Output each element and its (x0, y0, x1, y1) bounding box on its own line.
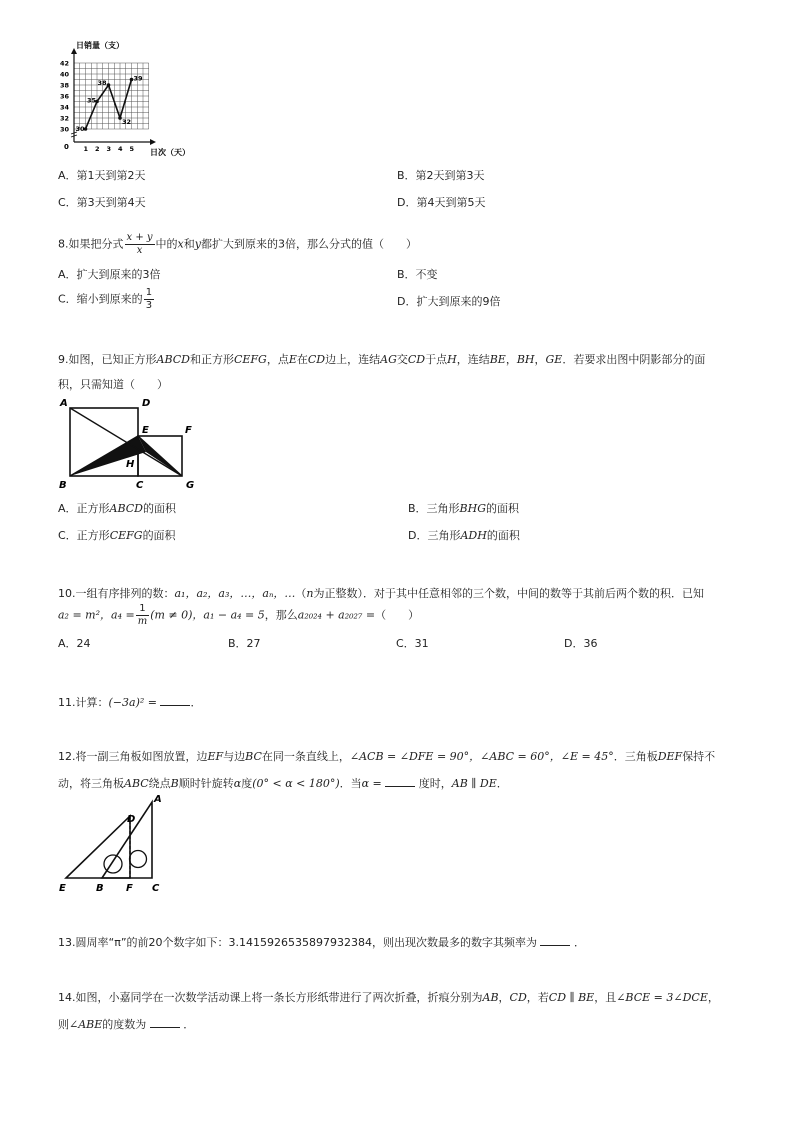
label-g: G (186, 480, 195, 491)
q8-option-d[interactable]: D．扩大到原来的9倍 (397, 295, 501, 308)
q10-text: （ ） (375, 608, 420, 622)
y-axis-label: 日销量（支） (76, 41, 124, 50)
q8-text: 中的 (155, 237, 178, 251)
q12-parallel: AB ∥ DE (451, 777, 497, 790)
label-h: H (126, 459, 135, 470)
label-a: A (60, 398, 68, 409)
q10-sequence: a₁，a₂，a₃，…，aₙ，… (174, 587, 296, 600)
q9-math: H (447, 353, 457, 366)
label-d: D (127, 814, 136, 825)
q10-expression: a₂₀₂₄ + a₂₀₂₇ = (297, 608, 376, 622)
q13-text: 13.圆周率“π”的前20个数字如下：3.1415926535897932384，则出现次数最多的数字其频率为 (58, 936, 537, 949)
q10-text: 为正整数）．对于其中任意相邻的三个数，中间的数等于其前后两个数的积．已知 (313, 587, 705, 600)
q9-math: E (288, 353, 297, 366)
q8-frac-num: x + y (126, 232, 153, 243)
q12-text: ． (496, 777, 508, 790)
q8-option-c[interactable] (58, 287, 155, 312)
q9-d-text: D．三角形 (408, 529, 461, 542)
q10-condition: a₂ = m²，a₄ = (58, 608, 135, 622)
data-point (107, 83, 111, 87)
q9-option-b[interactable] (408, 500, 519, 516)
q9-c-math: CEFG (109, 529, 143, 542)
q12-math: α (233, 777, 242, 790)
q9-text: 交 (396, 353, 408, 366)
q14-math: ∠ABE (69, 1018, 103, 1031)
q9-math: BH (516, 353, 535, 366)
q10-option-d[interactable]: D．36 (564, 637, 598, 650)
q10-option-a[interactable]: A．24 (58, 637, 91, 650)
q12-text: 与边 (223, 750, 246, 763)
data-label: 30 (75, 125, 85, 133)
q9-sep: ， (505, 353, 517, 366)
q11-text: 11.计算： (58, 696, 109, 709)
q8-c-den: 3 (145, 300, 153, 311)
q9-option-d[interactable] (408, 527, 520, 543)
q9-math: BE (489, 353, 506, 366)
q10-stem-line1 (58, 585, 704, 601)
label-c: C (152, 883, 160, 894)
q11-stem (58, 694, 201, 710)
q8-var-x: x (177, 237, 184, 251)
y-tick-label: 34 (60, 103, 70, 112)
q10-frac-den: m (137, 616, 148, 627)
q10-stem-line2 (58, 603, 419, 628)
q10-option-c[interactable]: C．31 (396, 637, 429, 650)
q12-text: 顺时针旋转 (178, 777, 234, 790)
q8-option-a[interactable]: A．扩大到原来的3倍 (58, 268, 161, 281)
chart-axes (60, 48, 156, 153)
q10-frac-num: 1 (136, 603, 149, 616)
y-tick-label: 42 (60, 59, 70, 68)
q8-var-y: y (194, 237, 201, 251)
q10-condition: (m ≠ 0)，a₁ − a₄ = 5 (150, 608, 265, 622)
q9-text: ，点 (266, 353, 289, 366)
y-tick-label: 38 (60, 81, 70, 90)
q12-stem-line2 (58, 775, 508, 791)
sales-line-chart (52, 36, 212, 158)
label-e: E (59, 883, 66, 894)
x-tick-label: 3 (106, 145, 112, 153)
q8-c-num: 1 (145, 287, 153, 298)
q9-stem-line1 (58, 351, 705, 367)
q10-text: ，那么 (264, 608, 298, 622)
q14-text: 则 (58, 1018, 69, 1031)
q11-expression: (−3a)² = (108, 696, 157, 709)
q9-d-text: 的面积 (486, 529, 520, 542)
q12-text: ．当 (339, 777, 362, 790)
data-label: 38 (97, 79, 107, 87)
q10-fraction (136, 603, 149, 628)
q14-text: ，且 (594, 991, 617, 1004)
label-b: B (59, 480, 67, 491)
triangle-hole (104, 855, 122, 873)
q11-text: ． (190, 696, 202, 709)
x-axis-arrow (150, 139, 156, 145)
y-tick-label: 32 (60, 114, 70, 123)
q12-math: ABC (124, 777, 149, 790)
y-tick-label: 30 (60, 125, 70, 134)
q9-math: ABCD (156, 353, 190, 366)
q12-math: α = (361, 777, 382, 790)
q9-b-math: BHG (459, 502, 487, 515)
q14-text: 14.如图，小嘉同学在一次数学活动课上将一条长方形纸带进行了两次折叠，折痕分别为 (58, 991, 483, 1004)
q12-text: 度 (241, 777, 253, 790)
q14-condition: CD ∥ BE (548, 991, 595, 1004)
q12-text: 绕点 (148, 777, 171, 790)
q12-answer-blank[interactable] (385, 776, 415, 787)
q9-text: 于点 (425, 353, 448, 366)
q9-text: 和正方形 (189, 353, 234, 366)
q8-option-b[interactable]: B．不变 (397, 268, 438, 281)
q14-condition: ∠BCE = 3∠DCE (616, 991, 708, 1004)
label-b: B (96, 883, 104, 894)
q9-text: ．若要求出图中阴影部分的面 (562, 353, 706, 366)
q12-text: 保持不 (682, 750, 716, 763)
q9-c-text: C．正方形 (58, 529, 110, 542)
q14-stem-line1 (58, 989, 719, 1005)
q8-text: 和 (183, 237, 195, 251)
q7-option-a[interactable]: A．第1天到第2天 (58, 169, 146, 182)
x-tick-label: 1 (83, 145, 89, 153)
q9-math: CEFG (233, 353, 267, 366)
q7-option-c[interactable]: C．第3天到第4天 (58, 196, 146, 209)
q9-d-math: ADH (460, 529, 487, 542)
q14-text: 的度数为 (102, 1018, 147, 1031)
q13-stem (58, 934, 585, 950)
q9-sep: ， (534, 353, 546, 366)
q12-math: EF (207, 750, 224, 763)
q9-option-a[interactable] (58, 500, 176, 516)
label-d: D (142, 398, 151, 409)
q10-text: 10.一组有序排列的数： (58, 587, 175, 600)
q12-stem-line1 (58, 748, 715, 764)
q12-angles: ∠ACB = ∠DFE = 90°，∠ABC = 60°，∠E = 45° (349, 750, 614, 763)
label-e: E (142, 425, 149, 436)
label-c: C (136, 480, 144, 491)
triangle-hole (130, 851, 147, 868)
q9-option-c[interactable] (58, 527, 176, 543)
q9-squares-figure (54, 396, 204, 492)
q9-text: ，连结 (456, 353, 490, 366)
data-label: 39 (133, 74, 143, 83)
q9-math: AG (380, 353, 397, 366)
q12-math: B (170, 777, 179, 790)
q14-stem-line2 (58, 1016, 194, 1032)
data-label: 35 (87, 96, 97, 105)
q9-stem-line2: 积，只需知道（ ） (58, 378, 168, 391)
data-label: 32 (122, 118, 132, 126)
q12-text: ．三角板 (613, 750, 658, 763)
q11-answer-blank[interactable] (160, 695, 190, 706)
q12-text: 度时， (418, 777, 452, 790)
q9-c-text: 的面积 (142, 529, 176, 542)
q7-option-d[interactable]: D．第4天到第5天 (397, 196, 486, 209)
q9-b-text: B．三角形 (408, 502, 460, 515)
q12-math: DEF (657, 750, 683, 763)
x-tick-label: 2 (95, 145, 100, 153)
q9-text: 9.如图，已知正方形 (58, 353, 157, 366)
x-axis-label: 日次（天） (150, 148, 190, 157)
label-f: F (126, 883, 133, 894)
q12-range: (0° < α < 180°) (252, 777, 340, 790)
q9-a-text: A．正方形 (58, 502, 110, 515)
q8-stem (58, 232, 417, 257)
q14-math: CD (509, 991, 527, 1004)
q8-fraction (125, 232, 155, 257)
q10-text: （ (295, 587, 307, 600)
q10-option-b[interactable]: B．27 (228, 637, 261, 650)
y-tick-label: 40 (60, 70, 70, 79)
chart-origin-label: 0 (64, 143, 69, 151)
q12-math: BC (245, 750, 262, 763)
q14-math: AB (482, 991, 499, 1004)
q9-text: 在 (296, 353, 308, 366)
chart-grid (74, 63, 149, 129)
q12-text: 动，将三角板 (58, 777, 124, 790)
q12-text: 在同一条直线上， (261, 750, 350, 763)
q9-math: CD (407, 353, 426, 366)
x-tick-label: 5 (129, 145, 135, 153)
q13-answer-blank[interactable] (540, 935, 570, 946)
q13-text: ． (573, 936, 585, 949)
q8-frac-den: x (136, 245, 143, 256)
q12-text: 12.将一副三角板如图放置，边 (58, 750, 208, 763)
q8-option-c-fraction (144, 287, 154, 312)
label-a: A (154, 794, 162, 805)
q8-text: 都扩大到原来的3倍，那么分式的值（ ） (200, 237, 417, 251)
q10-var-n: n (306, 587, 314, 600)
q14-text: ， (707, 991, 719, 1004)
q9-a-math: ABCD (109, 502, 143, 515)
q9-math: CD (307, 353, 326, 366)
q12-set-squares-figure (56, 792, 176, 900)
q8-text: 8.如果把分式 (58, 237, 124, 251)
q9-b-text: 的面积 (486, 502, 520, 515)
q14-text: ， (498, 991, 510, 1004)
y-tick-label: 36 (60, 92, 70, 101)
label-f: F (185, 425, 192, 436)
segment-ge (138, 436, 182, 476)
q9-text: 边上，连结 (325, 353, 381, 366)
q9-a-text: 的面积 (143, 502, 176, 515)
q9-math: GE (545, 353, 563, 366)
q14-text: ． (183, 1018, 195, 1031)
q14-text: ，若 (526, 991, 549, 1004)
q14-answer-blank[interactable] (150, 1017, 180, 1028)
q7-option-b[interactable]: B．第2天到第3天 (397, 169, 485, 182)
q8-option-c-text: C．缩小到原来的 (58, 292, 143, 306)
x-tick-label: 4 (118, 145, 123, 153)
